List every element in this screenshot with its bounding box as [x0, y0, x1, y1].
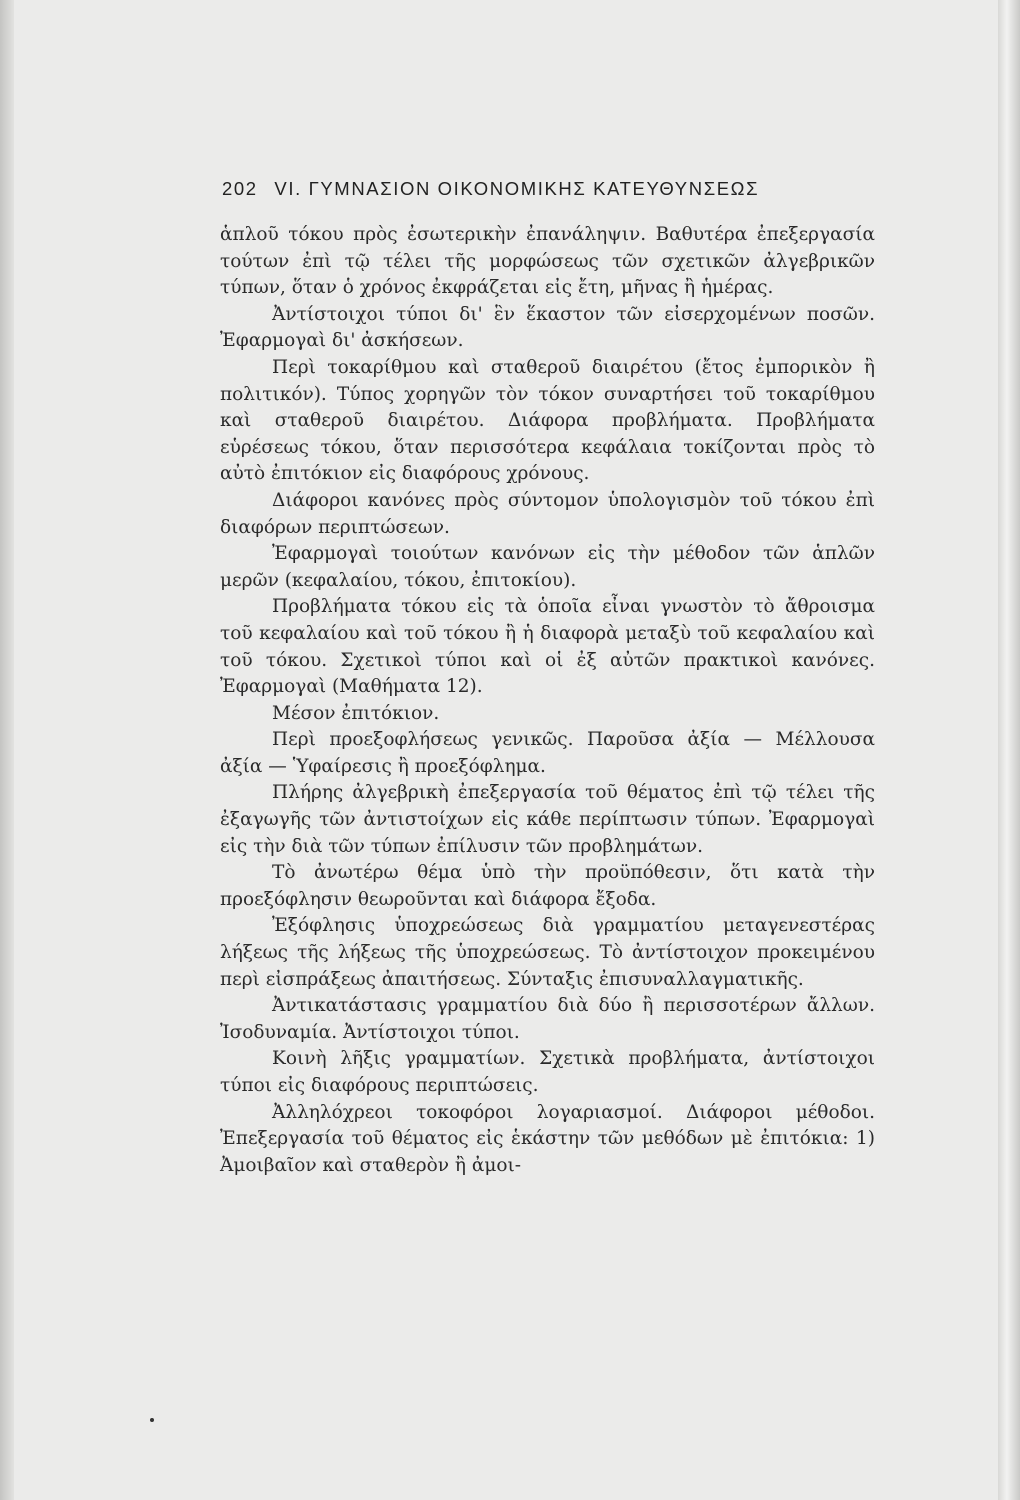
- paragraph: Μέσον ἐπιτόκιον.: [272, 702, 440, 724]
- paragraph: ἁπλοῦ τόκου πρὸς ἐσωτερικὴν ἐπανάληψιν. Βαθυτέρα ἐπεξεργασία τούτων ἐπὶ τῷ τέλει τῆς μορφώσεως τῶν σχετικῶν ἀλγεβρικῶν τύπων, ὅταν ὁ χρόνος ἐκφράζεται εἰς ἔτη, μῆνας ἢ ἡμέρας.: [220, 224, 875, 299]
- running-title: VI. ΓΥΜΝΑΣΙΟΝ ΟΙΚΟΝΟΜΙΚΗΣ ΚΑΤΕΥΘΥΝΣΕΩΣ: [274, 178, 760, 199]
- paragraph: Ἐφαρμογαὶ τοιούτων κανόνων εἰς τὴν μέθοδον τῶν ἁπλῶν μερῶν (κεφαλαίου, τόκου, ἐπιτοκίου).: [220, 543, 875, 591]
- body-text: [220, 222, 875, 1179]
- paragraph: Διάφοροι κανόνες πρὸς σύντομον ὑπολογισμὸν τοῦ τόκου ἐπὶ διαφόρων περιπτώσεων.: [220, 489, 875, 538]
- ink-speck: [150, 1418, 154, 1422]
- bleed-through-text: [225, 152, 845, 170]
- page-right-edge: [998, 0, 1020, 1500]
- page-number: 202: [222, 178, 258, 199]
- paragraph: Κοινὴ λῆξις γραμματίων. Σχετικὰ προβλήματα, ἀντίστοιχοι τύποι εἰς διαφόρους περιπτώσεις.: [220, 1048, 875, 1096]
- paragraph: Ἀντικατάστασις γραμματίου διὰ δύο ἢ περισσοτέρων ἄλλων. Ἰσοδυναμία. Ἀντίστοιχοι τύποι.: [220, 995, 875, 1043]
- paragraph: Περὶ προεξοφλήσεως γενικῶς. Παροῦσα ἀξία — Μέλλουσα ἀξία — Ὑφαίρεσις ἢ προεξόφλημα.: [220, 729, 875, 777]
- paragraph: Περὶ τοκαρίθμου καὶ σταθεροῦ διαιρέτου (ἔτος ἐμπορικὸν ἢ πολιτικόν). Τύπος χορηγῶν τὸν τόκον συναρτήσει τοῦ τοκαρίθμου καὶ σταθεροῦ διαιρέτου. Διάφορα προβλήματα. Προβλήματα εὑρέσεως τόκου, ὅταν περισσότερα κεφάλαια τοκίζονται πρὸς τὸ αὐτὸ ἐπιτόκιον εἰς διαφόρους χρόνους.: [220, 356, 875, 485]
- paragraph: Τὸ ἀνωτέρω θέμα ὑπὸ τὴν προϋπόθεσιν, ὅτι κατὰ τὴν προεξόφλησιν θεωροῦνται καὶ διάφορα ἔξοδα.: [220, 862, 875, 910]
- paragraph: Ἀντίστοιχοι τύποι δι' ἓν ἕκαστον τῶν εἰσερχομένων ποσῶν. Ἐφαρμογαὶ δι' ἀσκήσεων.: [220, 303, 875, 352]
- paragraph: Ἀλληλόχρεοι τοκοφόροι λογαριασμοί. Διάφοροι μέθοδοι. Ἐπεξεργασία τοῦ θέματος εἰς ἑκάστην τῶν μεθόδων μὲ ἐπιτόκια: 1) Ἀμοιβαῖον καὶ σταθερὸν ἢ ἀμοι-: [220, 1101, 875, 1176]
- paragraph: Προβλήματα τόκου εἰς τὰ ὁποῖα εἶναι γνωστὸν τὸ ἄθροισμα τοῦ κεφαλαίου καὶ τοῦ τόκου ἢ ἡ διαφορὰ μεταξὺ τοῦ κεφαλαίου καὶ τοῦ τόκου. Σχετικοὶ τύποι καὶ οἱ ἐξ αὐτῶν πρακτικοὶ κανόνες. Ἐφαρμογαὶ (Μαθήματα 12).: [220, 596, 875, 698]
- page-left-edge: [0, 0, 14, 1500]
- paragraph: Πλήρης ἀλγεβρικὴ ἐπεξεργασία τοῦ θέματος ἐπὶ τῷ τέλει τῆς ἐξαγωγῆς τῶν ἀντιστοίχων εἰς κάθε περίπτωσιν τύπων. Ἐφαρμογαὶ εἰς τὴν διὰ τῶν τύπων ἐπίλυσιν τῶν προβλημάτων.: [220, 782, 875, 857]
- paragraph: Ἐξόφλησις ὑποχρεώσεως διὰ γραμματίου μεταγενεστέρας λήξεως τῆς λήξεως τῆς ὑποχρεώσεως. Τὸ ἀντίστοιχον προκειμένου περὶ εἰσπράξεως ἀπαιτήσεως. Σύνταξις ἐπισυναλλαγματικῆς.: [220, 915, 875, 990]
- running-header: [222, 178, 862, 200]
